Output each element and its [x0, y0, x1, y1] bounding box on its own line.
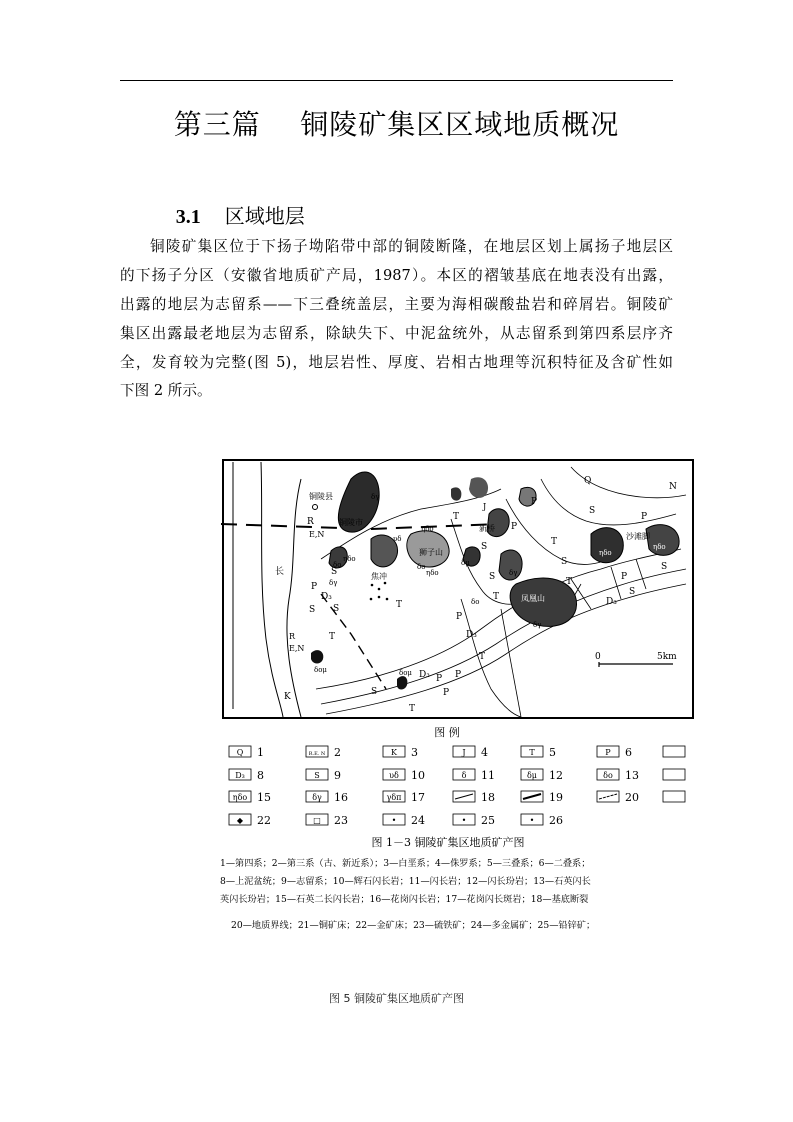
section-heading [163, 176, 305, 229]
legend-code: • [391, 816, 397, 825]
legend-item [383, 814, 425, 827]
label-fenghuangshan: 凤凰山 [521, 594, 545, 603]
label-xinqiao: 新桥 [479, 524, 495, 533]
map-code: T [479, 652, 486, 662]
legend-number: 19 [549, 791, 563, 804]
map-code: P [443, 688, 450, 698]
map-code: P [456, 612, 463, 622]
legend-code: • [529, 816, 535, 825]
paragraph-line: 集区出露最老地层为志留系，除缺失下、中泥盆统外，从志留系到第四系层序齐 [120, 324, 673, 342]
legend-number: 5 [549, 746, 556, 759]
legend-number: 24 [411, 814, 425, 827]
legend-item [383, 769, 425, 782]
map-code: S [333, 604, 340, 614]
legend-item [306, 769, 341, 782]
map-code: D₃ [466, 630, 477, 640]
map-code: K [284, 692, 291, 702]
map-code: N [669, 482, 677, 492]
map-code: δομ [314, 666, 327, 674]
legend-explanation: 英闪长玢岩；15—石英二长闪长岩；16—花岗闪长岩；17—花岗闪长斑岩；18—基底断裂 [220, 894, 589, 905]
legend-item [306, 746, 341, 759]
legend-code: □ [313, 816, 321, 825]
map-code: δγ [533, 621, 542, 629]
legend-code: ◆ [236, 816, 244, 825]
figure-caption: 图 5 铜陵矿集区地质矿产图 [329, 992, 464, 1005]
map-code: T [329, 632, 336, 642]
label-tongling-county: 铜陵县 [309, 492, 333, 501]
map-code: P [531, 497, 538, 507]
legend-code: γδπ [386, 793, 402, 802]
legend-number: 6 [625, 746, 632, 759]
legend-number: 11 [481, 769, 495, 782]
legend-code: P [605, 748, 611, 757]
legend-code: δο [603, 771, 613, 780]
legend-explanation: 20—地质界线；21—铜矿床；22—金矿床；23—硫铁矿；24—多金属矿；25—铅锌矿； [231, 920, 596, 931]
legend-item [383, 791, 425, 804]
map-code: S [661, 562, 668, 572]
legend-code: • [461, 816, 467, 825]
map-code: R [307, 517, 314, 527]
legend-number: 1 [257, 746, 264, 759]
legend-number: 26 [549, 814, 563, 827]
map-code: T [453, 512, 460, 522]
map-code: T [551, 537, 558, 547]
legend-item [306, 791, 348, 804]
map-code: J [483, 502, 487, 511]
legend-number: 13 [625, 769, 639, 782]
map-code: P [641, 512, 648, 522]
paragraph-line: 全，发育较为完整(图 5)，地层岩性、厚度、岩相古地理等沉积特征及含矿性如 [120, 353, 673, 371]
geological-map-svg [220, 459, 677, 939]
legend-code: R.E. N [308, 751, 326, 757]
map-code: S [331, 567, 338, 577]
map-code: R [289, 632, 296, 641]
label-shatanjiao: 沙滩脚 [626, 532, 650, 541]
legend-item [597, 746, 632, 759]
map-code: S [371, 687, 378, 697]
legend-number: 23 [334, 814, 348, 827]
map-code: P [455, 670, 462, 680]
legend-number: 25 [481, 814, 495, 827]
paragraph-line: 出露的地层为志留系——下三叠统盖层，主要为海相碳酸盐岩和碎屑岩。铜陵矿 [120, 295, 673, 313]
legend-code: D₃ [235, 771, 245, 780]
label-shizishan: 狮子山 [419, 548, 443, 557]
legend-item [453, 769, 495, 782]
legend-code: δ [461, 771, 467, 780]
map-code: D₃ [606, 597, 617, 607]
scale-end: 5km [657, 652, 677, 662]
scale-zero: 0 [595, 652, 601, 662]
legend-number: 4 [481, 746, 488, 759]
map-code: ηδο [653, 543, 666, 551]
legend-number: 12 [549, 769, 563, 782]
map-code: T [493, 592, 500, 602]
map-code: D₃ [419, 670, 430, 680]
paragraph-line: 的下扬子分区（安徽省地质矿产局，1987）。本区的褶皱基底在地表没有出露， [120, 266, 673, 284]
legend-item [453, 791, 495, 804]
map-code: E,N [309, 530, 325, 539]
map-code: S [489, 572, 496, 582]
legend-item [306, 814, 348, 827]
map-code: ηδο [421, 525, 434, 533]
map-code: S [589, 506, 596, 516]
legend-item [521, 746, 556, 759]
legend-code: S [314, 771, 320, 780]
map-code: S [561, 557, 568, 567]
legend-number: 10 [411, 769, 425, 782]
legend-number: 3 [411, 746, 418, 759]
map-code: ηδο [343, 555, 356, 563]
paragraph-line: 下图 2 所示。 [120, 382, 212, 400]
map-code: υδ [393, 535, 402, 543]
legend-code: δμ [526, 771, 538, 780]
legend-number: 16 [334, 791, 348, 804]
map-code: δο [333, 561, 342, 569]
header-rule [120, 80, 673, 81]
section-number: 3.1 [175, 206, 201, 228]
body-paragraph [120, 233, 673, 406]
legend-number: 9 [334, 769, 341, 782]
legend-item [229, 769, 264, 782]
map-code: ηδο [599, 549, 612, 557]
geological-map-figure [220, 459, 677, 939]
paragraph-line: 铜陵矿集区位于下扬子坳陷带中部的铜陵断隆，在地层区划上属扬子地层区 [150, 238, 673, 255]
map-code: δγ [329, 579, 338, 587]
map-code: δγ [509, 569, 518, 577]
legend-item [453, 814, 495, 827]
map-code: S [629, 587, 636, 597]
legend-item [521, 791, 563, 804]
map-code: E,N [289, 644, 305, 653]
legend-item [521, 769, 563, 782]
label-tongling-city: 铜陵市 [339, 518, 363, 527]
legend-item [229, 791, 271, 804]
legend-explanation: 1—第四系；2—第三系（古、新近系）；3—白垩系；4—侏罗系；5—三叠系；6—二叠系； [220, 858, 591, 869]
label-jiaochong: 焦冲 [371, 572, 387, 581]
legend-code: J [462, 748, 466, 757]
legend-item [597, 791, 639, 804]
legend-number: 8 [257, 769, 264, 782]
legend-item [229, 746, 264, 759]
map-code: ηδο [426, 569, 439, 577]
legend-number: 22 [257, 814, 271, 827]
legend-grid [229, 746, 639, 827]
chapter-title: 第三篇 铜陵矿集区区域地质概况 [173, 108, 620, 141]
legend-figure-title: 图 1－3 铜陵矿集区地质矿产图 [371, 836, 525, 849]
legend-item [521, 814, 563, 827]
map-code: T [396, 600, 403, 610]
legend-explanation: 8—上泥盆统；9—志留系；10—辉石闪长岩；11—闪长岩；12—闪长玢岩；13—石英闪长 [220, 876, 591, 887]
map-code: δο [471, 598, 480, 606]
map-code: T [566, 577, 573, 587]
legend-number: 2 [334, 746, 341, 759]
legend-number: 15 [257, 791, 271, 804]
legend-title: 图 例 [434, 726, 460, 739]
map-code: D₃ [321, 592, 332, 602]
legend-number: 20 [625, 791, 639, 804]
legend-item [229, 814, 271, 827]
legend-code: ηδο [232, 793, 248, 802]
map-code: δο [417, 563, 426, 571]
map-code: S [481, 542, 488, 552]
map-code: T [409, 704, 416, 714]
legend-number: 17 [411, 791, 425, 804]
legend-code: K [391, 748, 397, 757]
legend-item [383, 746, 418, 759]
map-code: δομ [399, 669, 412, 677]
map-code: P [511, 522, 518, 532]
map-code: P [621, 572, 628, 582]
map-code: δμ [461, 559, 470, 567]
legend-item [453, 746, 488, 759]
section-title: 区域地层 [224, 204, 305, 228]
legend-code: T [529, 748, 535, 757]
legend-number: 18 [481, 791, 495, 804]
legend-item [597, 769, 639, 782]
label-chang: 长 [275, 567, 285, 577]
map-code: P [311, 582, 318, 592]
legend-code: Q [236, 748, 244, 757]
intrusion-body [591, 528, 623, 563]
map-code: δγ [371, 493, 380, 501]
map-code: P [436, 674, 443, 684]
map-code: S [309, 605, 316, 615]
legend-code: υδ [389, 771, 399, 780]
legend-code: δγ [312, 793, 322, 802]
map-code: Q [584, 476, 592, 486]
